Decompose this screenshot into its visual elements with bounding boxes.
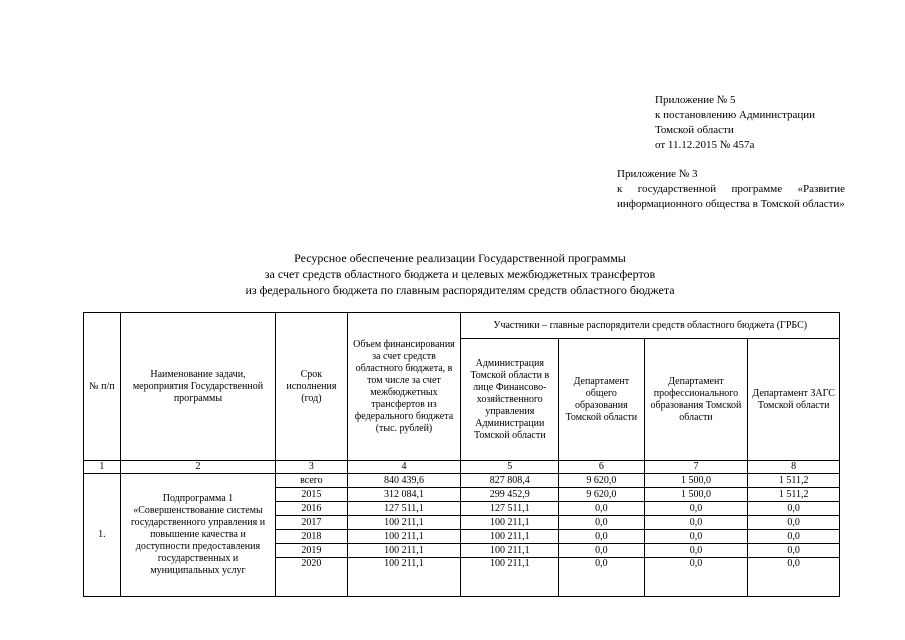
header-grbs-general-education: Департамент общего образования Томской области: [559, 339, 644, 461]
header-grbs-zags: Департамент ЗАГС Томской области: [748, 339, 840, 461]
cell-grbs-4: 1 511,2: [748, 488, 840, 502]
resource-table: [83, 312, 840, 597]
cell-grbs-4: 1 511,2: [748, 474, 840, 488]
column-number: 5: [461, 461, 559, 474]
header-grbs-administration: Администрация Томской области в лице Финансово-хозяйственного управления Администрации Томской области: [461, 339, 559, 461]
cell-volume: 100 211,1: [347, 544, 461, 558]
column-number: 3: [276, 461, 347, 474]
appendix-3-text: к государственной программе «Развитие информационного общества в Томской области»: [617, 183, 845, 210]
header-participants: Участники – главные распорядители средств областного бюджета (ГРБС): [461, 313, 840, 339]
cell-grbs-2: 0,0: [559, 530, 644, 544]
cell-grbs-1: 827 808,4: [461, 474, 559, 488]
appendix-5-title: Приложение № 5: [655, 94, 736, 106]
header-volume: Объем финансирования за счет средств областного бюджета, в том числе за счет межбюджетных трансфертов из федерального бюджета (тыс. рублей): [347, 313, 461, 461]
cell-grbs-4: 0,0: [748, 502, 840, 516]
cell-term: всего: [276, 474, 347, 488]
cell-grbs-4: 0,0: [748, 544, 840, 558]
cell-term: 2019: [276, 544, 347, 558]
title-line-3: из федерального бюджета по главным распорядителям средств областного бюджета: [245, 283, 675, 297]
item-number: 1.: [84, 474, 121, 597]
table-row: [84, 474, 840, 488]
cell-grbs-3: 1 500,0: [644, 474, 748, 488]
header-num: № п/п: [84, 313, 121, 461]
cell-grbs-4: 0,0: [748, 558, 840, 597]
column-number: 8: [748, 461, 840, 474]
column-number: 4: [347, 461, 461, 474]
cell-grbs-4: 0,0: [748, 530, 840, 544]
column-number: 7: [644, 461, 748, 474]
cell-grbs-4: 0,0: [748, 516, 840, 530]
cell-volume: 127 511,1: [347, 502, 461, 516]
cell-volume: 100 211,1: [347, 558, 461, 597]
cell-grbs-2: 0,0: [559, 544, 644, 558]
title-line-2: за счет средств областного бюджета и целевых межбюджетных трансфертов: [264, 267, 656, 281]
header-grbs-professional-education: Департамент профессионального образования Томской области: [644, 339, 748, 461]
cell-volume: 312 084,1: [347, 488, 461, 502]
cell-grbs-1: 100 211,1: [461, 558, 559, 597]
column-number: 2: [120, 461, 276, 474]
cell-grbs-3: 0,0: [644, 530, 748, 544]
appendix-5-decree: к постановлению Администрации: [655, 109, 816, 121]
cell-grbs-2: 9 620,0: [559, 488, 644, 502]
cell-term: 2015: [276, 488, 347, 502]
cell-term: 2017: [276, 516, 347, 530]
appendix-5-region: Томской области: [655, 124, 734, 136]
column-numbers-row: [84, 461, 840, 474]
cell-grbs-1: 100 211,1: [461, 530, 559, 544]
document-title: [100, 250, 820, 298]
cell-grbs-2: 0,0: [559, 558, 644, 597]
cell-grbs-2: 9 620,0: [559, 474, 644, 488]
cell-term: 2020: [276, 558, 347, 597]
header-term: Срок исполнения (год): [276, 313, 347, 461]
cell-term: 2016: [276, 502, 347, 516]
title-line-1: Ресурсное обеспечение реализации Государственной программы: [294, 251, 626, 265]
cell-volume: 100 211,1: [347, 530, 461, 544]
cell-grbs-1: 100 211,1: [461, 544, 559, 558]
cell-grbs-2: 0,0: [559, 502, 644, 516]
cell-term: 2018: [276, 530, 347, 544]
appendix-5-block: [655, 93, 855, 153]
cell-volume: 100 211,1: [347, 516, 461, 530]
cell-grbs-1: 299 452,9: [461, 488, 559, 502]
column-number: 6: [559, 461, 644, 474]
cell-volume: 840 439,6: [347, 474, 461, 488]
cell-grbs-2: 0,0: [559, 516, 644, 530]
appendix-3-block: [617, 167, 845, 212]
header-task: Наименование задачи, мероприятия Государственной программы: [120, 313, 276, 461]
cell-grbs-1: 100 211,1: [461, 516, 559, 530]
column-number: 1: [84, 461, 121, 474]
cell-grbs-3: 0,0: [644, 558, 748, 597]
cell-grbs-3: 0,0: [644, 502, 748, 516]
cell-grbs-3: 0,0: [644, 516, 748, 530]
appendix-5-date: от 11.12.2015 № 457а: [655, 139, 755, 151]
cell-grbs-3: 1 500,0: [644, 488, 748, 502]
cell-grbs-3: 0,0: [644, 544, 748, 558]
appendix-3-title: Приложение № 3: [617, 168, 698, 180]
cell-grbs-1: 127 511,1: [461, 502, 559, 516]
item-task-name: Подпрограмма 1 «Совершенствование системы государственного управления и повышение качества и доступности предоставления государственных и муниципальных услуг: [120, 474, 276, 597]
